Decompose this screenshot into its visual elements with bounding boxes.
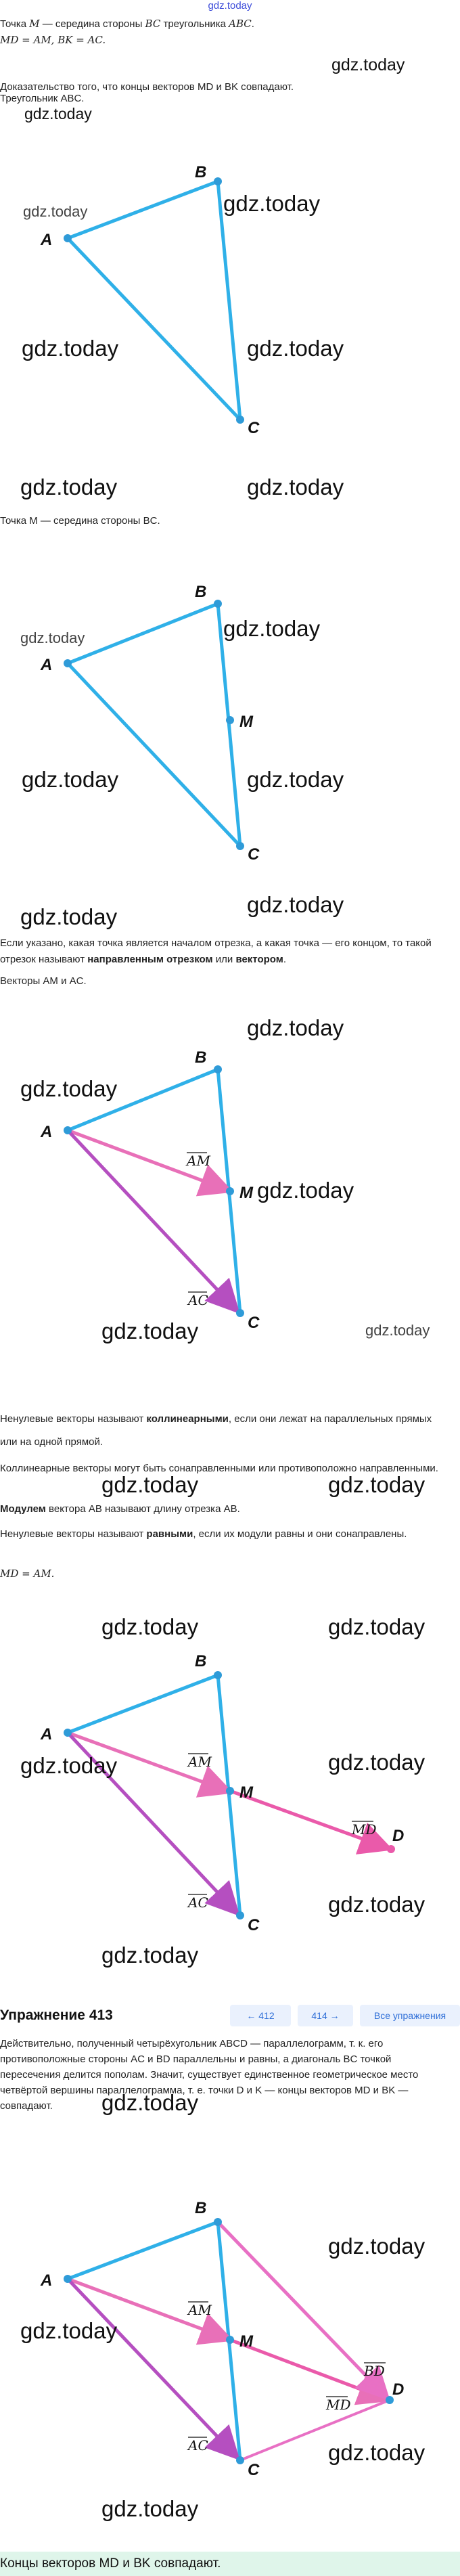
label-b: B	[195, 163, 207, 181]
triangle-sides	[68, 181, 240, 420]
definition-text: , если их модули равны и они сонаправлены.	[193, 1528, 407, 1540]
intro-line-1	[0, 18, 446, 30]
point-a-dot	[64, 1126, 72, 1134]
watermark: gdz.today	[223, 191, 321, 216]
label-vector-md: MD	[326, 2397, 351, 2413]
intro-text: Точка	[0, 18, 30, 30]
label-vector-bd: BD	[364, 2363, 385, 2379]
all-exercises-button[interactable]: Все упражнения	[360, 2005, 460, 2026]
watermark: gdz.today	[101, 1942, 199, 1968]
triangle-abc-ref: ABC	[229, 18, 252, 30]
definition-text: , если они лежат на параллельных прямых или на одной прямой.	[0, 1413, 432, 1448]
term-modulus: Модулем	[0, 1503, 46, 1515]
watermark: gdz.today	[328, 2440, 426, 2465]
watermark: gdz.today	[23, 203, 88, 220]
intro-equation: MD = AM, BK = AC.	[0, 34, 106, 46]
watermark: gdz.today	[247, 892, 344, 917]
point-d-dot	[387, 1845, 395, 1853]
watermark: gdz.today	[328, 1614, 426, 1639]
label-b: B	[195, 2199, 207, 2217]
point-m-ref: M	[29, 18, 40, 30]
watermark: gdz.today	[331, 55, 405, 74]
md-equals-am: MD = AM.	[0, 1568, 55, 1580]
collinear-definition	[0, 1408, 446, 1454]
watermark: gdz.today	[328, 1892, 426, 1917]
label-d: D	[392, 2380, 405, 2399]
label-vector-ac: AC	[188, 1292, 208, 1308]
watermark: gdz.today	[24, 105, 92, 123]
vectors-am-ac-caption: Векторы AM и AC.	[0, 975, 87, 987]
directed-segment-definition	[0, 935, 446, 968]
label-vector-ac: AC	[188, 1894, 208, 1911]
definition-text: Ненулевые векторы называют	[0, 1413, 147, 1425]
next-exercise-button[interactable]: 414 →	[298, 2005, 353, 2026]
term-collinear: коллинеарными	[146, 1413, 229, 1425]
label-m: M	[239, 1184, 253, 1202]
watermark: gdz.today	[101, 1614, 199, 1639]
watermark: gdz.today	[101, 2090, 199, 2115]
label-c: C	[248, 1314, 260, 1332]
definition-text: или	[212, 954, 236, 965]
watermark: gdz.today	[247, 767, 344, 792]
watermark: gdz.today	[22, 336, 119, 361]
side-ab	[68, 2222, 218, 2279]
watermark: gdz.today	[20, 904, 118, 929]
prev-exercise-button[interactable]: ← 412	[230, 2005, 291, 2026]
point-a-dot	[64, 1729, 72, 1737]
watermark: gdz.today	[328, 1750, 426, 1775]
label-d: D	[392, 1827, 405, 1845]
watermark: gdz.today	[20, 2318, 118, 2343]
side-ac	[68, 663, 240, 846]
label-a: A	[41, 1725, 53, 1744]
point-m-dot	[226, 1787, 234, 1795]
segment-bc-ref: BC	[145, 18, 161, 30]
side-bc	[218, 181, 240, 420]
label-a: A	[41, 231, 53, 249]
label-m: M	[239, 713, 253, 731]
watermark: gdz.today	[328, 1472, 426, 1497]
label-vector-md: MD	[352, 1821, 377, 1838]
point-a-dot	[64, 2275, 72, 2283]
watermark: gdz.today	[247, 336, 344, 361]
point-b-dot	[214, 600, 222, 608]
caption-midpoint: Точка M — середина стороны BC.	[0, 515, 160, 527]
intro-triangle-line: Треугольник ABC.	[0, 93, 85, 104]
term-directed-segment: направленным отрезком	[87, 954, 213, 965]
side-ab	[68, 181, 218, 238]
definition-text: вектора AB называют длину отрезка AB.	[45, 1503, 240, 1515]
figure-vectors-am-ac	[0, 995, 460, 1374]
point-c-dot	[236, 842, 244, 850]
point-m-dot	[226, 2336, 234, 2344]
point-c-dot	[236, 2456, 244, 2464]
watermark: gdz.today	[223, 616, 321, 641]
label-a: A	[41, 656, 53, 674]
point-b-dot	[214, 177, 222, 185]
watermark: gdz.today	[101, 1318, 199, 1343]
watermark: gdz.today	[20, 474, 118, 499]
watermark: gdz.today	[20, 1753, 118, 1778]
watermark: gdz.today	[328, 2234, 426, 2259]
watermark: gdz.today	[247, 474, 344, 499]
side-ac	[68, 238, 240, 420]
label-c: C	[248, 419, 260, 437]
side-ab	[68, 604, 218, 663]
point-c-dot	[236, 1309, 244, 1317]
label-c: C	[248, 1916, 260, 1934]
watermark: gdz.today	[20, 1076, 118, 1101]
modulus-definition	[0, 1503, 446, 1515]
intro-proof-line: Доказательство того, что концы векторов MD и BK совпадают.	[0, 81, 294, 93]
label-vector-ac: AC	[188, 2437, 208, 2453]
side-ab	[68, 1675, 218, 1733]
exercise-title: Упражнение 413	[0, 2007, 113, 2023]
side-bc	[218, 1675, 240, 1915]
conclusion-banner: Концы векторов MD и BK совпадают.	[0, 2552, 460, 2576]
watermark: gdz.today	[20, 629, 85, 646]
point-c-dot	[236, 1911, 244, 1919]
label-m: M	[239, 1783, 253, 1802]
label-b: B	[195, 1652, 207, 1670]
figure-triangle-abc	[0, 135, 460, 460]
definition-text: .	[283, 954, 287, 965]
watermark: gdz.today	[101, 2496, 199, 2521]
label-b: B	[195, 583, 207, 601]
label-c: C	[248, 2461, 260, 2479]
intro-text: .	[251, 18, 254, 30]
definition-text: Ненулевые векторы называют	[0, 1528, 147, 1540]
watermark: gdz.today	[247, 1015, 344, 1040]
term-vector: вектором	[235, 954, 283, 965]
vector-md	[230, 1791, 387, 1848]
label-a: A	[41, 2271, 53, 2290]
equal-vectors-definition	[0, 1524, 446, 1545]
label-vector-am: AM	[187, 1153, 210, 1169]
exercise-solution-text: Действительно, полученный четырёхугольник ABCD — параллелограмм, т. к. его противоположные стороны AC и BD параллельны и равны, а диагональ BC точкой пересечения делится пополам. Значит, существует единственное геометрическое место четвёртой вершины параллелограмма, т. е. точки D и K — концы векторов MD и BK — совпадают.	[0, 2038, 419, 2112]
point-b-dot	[214, 1065, 222, 1073]
point-m-dot	[226, 1187, 234, 1195]
label-c: C	[248, 845, 260, 864]
collinear-directions: Коллинеарные векторы могут быть сонаправленными или противоположно направленными.	[0, 1463, 438, 1474]
watermark: gdz.today	[101, 1472, 199, 1497]
label-m: M	[239, 2332, 253, 2351]
point-b-dot	[214, 2218, 222, 2226]
figure-vectors-md	[0, 1611, 460, 1976]
watermark: gdz.today	[257, 1178, 354, 1203]
definition-text: Если указано, какая точка является началом отрезка, а какая точка — его концом, то такой отрезок называют	[0, 937, 432, 965]
intro-text: треугольника	[160, 18, 229, 30]
exercise-header	[0, 2002, 460, 2029]
point-m-dot	[226, 716, 234, 724]
point-a-dot	[64, 234, 72, 242]
vector-md	[230, 2340, 386, 2399]
point-c-dot	[236, 416, 244, 424]
label-b: B	[195, 1048, 207, 1067]
point-a-dot	[64, 659, 72, 667]
label-vector-am: AM	[188, 1754, 212, 1770]
watermark: gdz.today	[22, 767, 119, 792]
site-name[interactable]: gdz.today	[208, 0, 252, 12]
intro-text: — середина стороны	[39, 18, 145, 30]
point-b-dot	[214, 1671, 222, 1679]
term-equal: равными	[146, 1528, 193, 1540]
label-a: A	[41, 1123, 53, 1141]
watermark: gdz.today	[365, 1322, 430, 1339]
label-vector-am: AM	[188, 2302, 212, 2318]
figure-triangle-midpoint	[0, 541, 460, 880]
